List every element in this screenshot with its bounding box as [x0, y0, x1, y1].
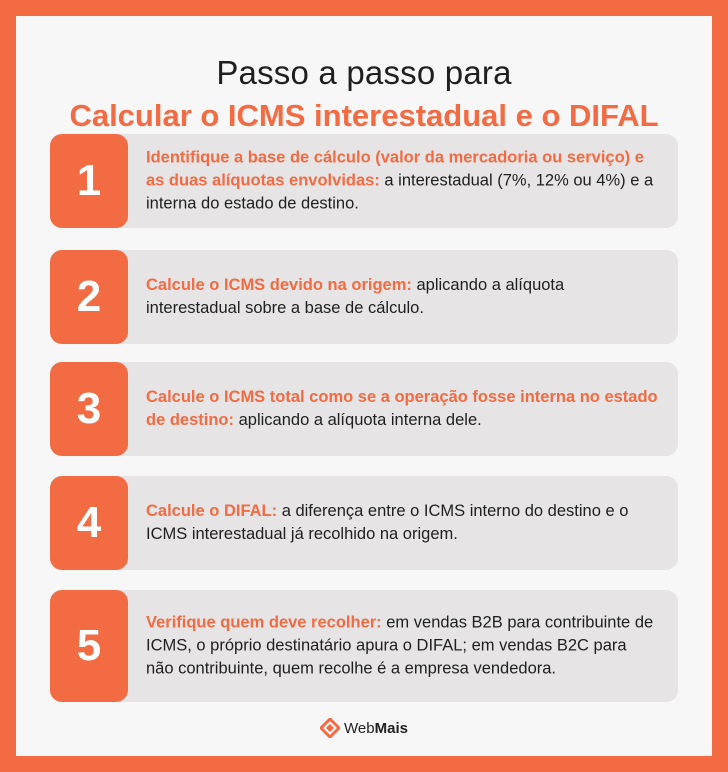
step-2-number: 2 [50, 250, 128, 344]
step-4-highlight: Calcule o DIFAL: [146, 502, 278, 520]
title-line-1: Passo a passo para [216, 54, 512, 91]
step-3-body: aplicando a alíquota interna dele. [234, 411, 482, 429]
logo-prefix: Web [344, 719, 375, 737]
step-1-highlight: Identifique a base de cálculo (valor da mercadoria ou serviço) e as duas alíquotas envolvidas: [146, 148, 644, 190]
step-5-number: 5 [50, 590, 128, 702]
step-5-body: em vendas B2B para contribuinte de ICMS, o próprio destinatário apura o DIFAL; em vendas B2C para não contribuinte, quem recolhe é a empresa vendedora. [146, 613, 654, 678]
step-5-text [146, 612, 658, 681]
webmais-logo-icon [320, 718, 340, 738]
content-card [16, 16, 712, 756]
step-3-number: 3 [50, 362, 128, 456]
step-3 [50, 362, 678, 456]
step-4-number: 4 [50, 476, 128, 570]
step-4-text [146, 500, 658, 546]
step-1 [50, 134, 678, 228]
step-5-highlight: Verifique quem deve recolher: [146, 613, 382, 632]
logo-suffix: Mais [374, 719, 408, 737]
step-2-body: aplicando a alíquota interestadual sobre a base de cálculo. [146, 276, 565, 317]
step-4 [50, 476, 678, 570]
footer-logo [16, 718, 712, 738]
step-1-number: 1 [50, 134, 128, 228]
step-1-text [146, 147, 658, 216]
logo-text [344, 720, 408, 737]
step-3-highlight: Calcule o ICMS total como se a operação fosse interna no estado de destino: [146, 388, 658, 429]
step-3-text [146, 386, 658, 432]
step-2-text [146, 274, 658, 320]
step-1-body: a interestadual (7%, 12% ou 4%) e a interna do estado de destino. [146, 171, 654, 213]
step-2-highlight: Calcule o ICMS devido na origem: [146, 276, 412, 294]
step-4-body: a diferença entre o ICMS interno do destino e o ICMS interestadual já recolhido na origem. [146, 502, 629, 543]
title-line-2: Calcular o ICMS interestadual e o DIFAL [69, 98, 659, 133]
step-2 [50, 250, 678, 344]
step-5 [50, 590, 678, 702]
